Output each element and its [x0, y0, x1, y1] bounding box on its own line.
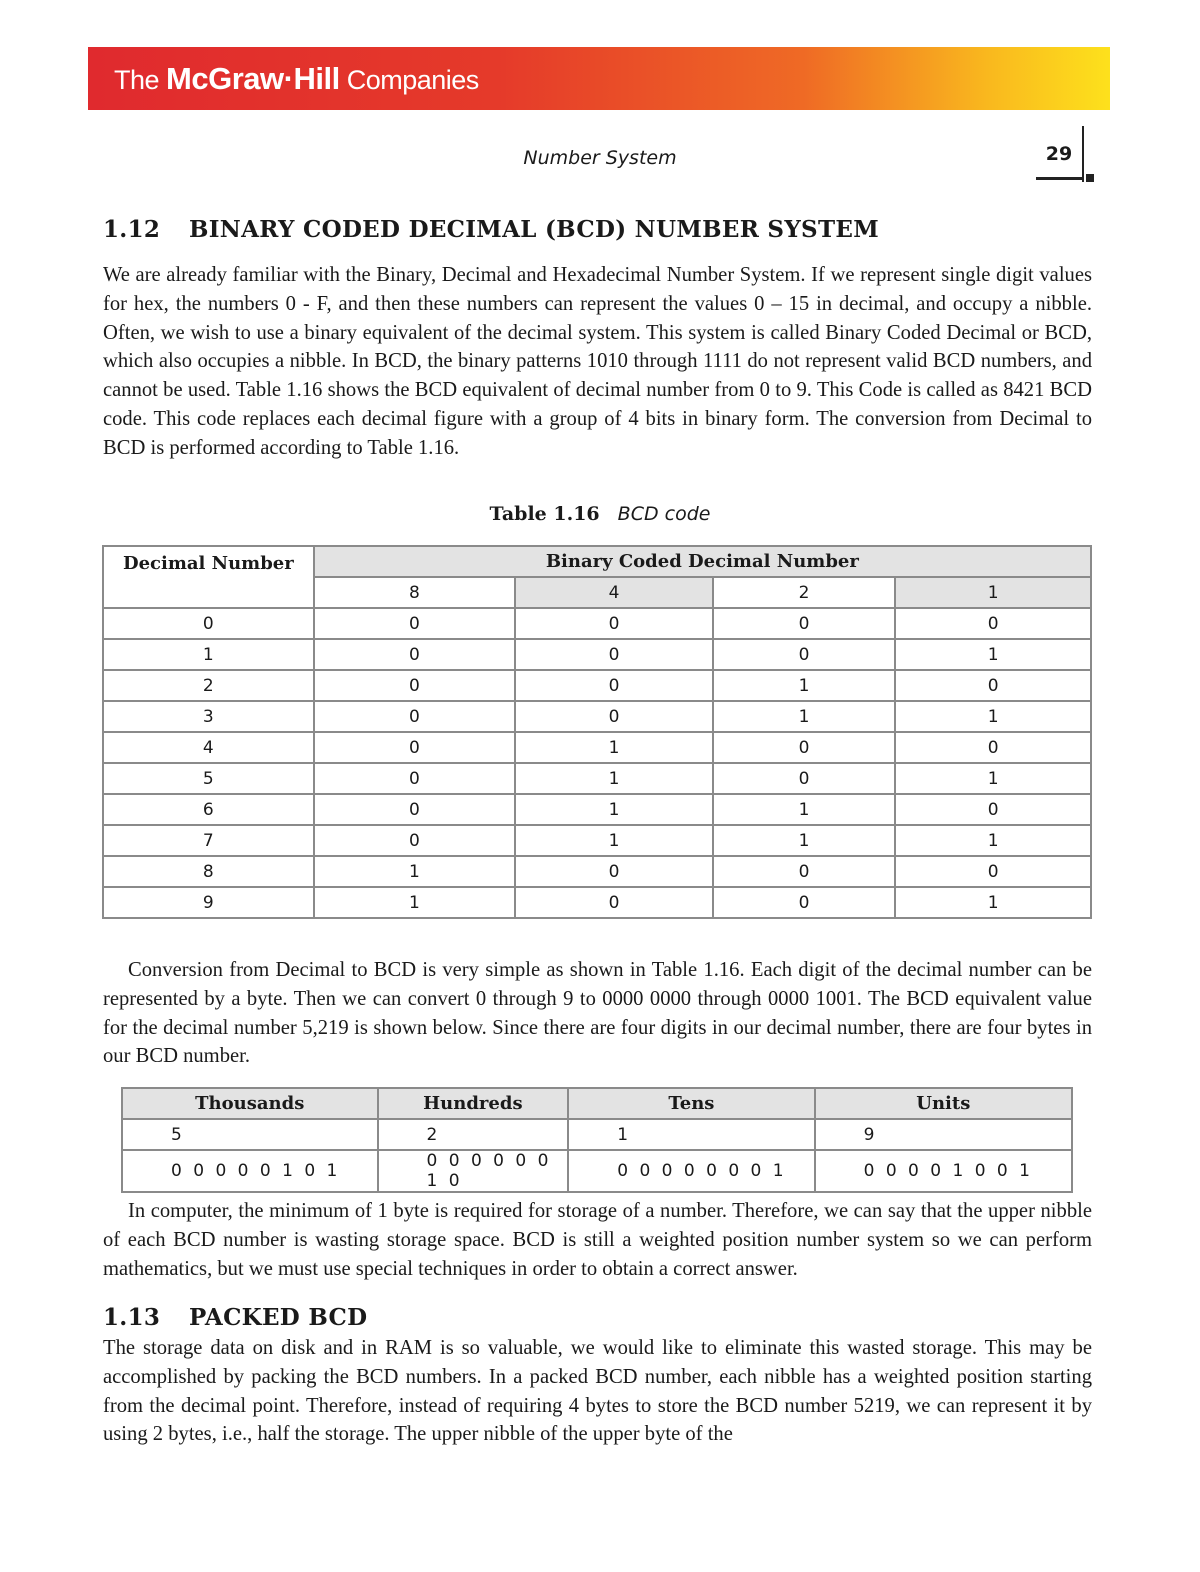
- bcd-bit-cell: 0: [314, 670, 516, 701]
- weight-cell: 8: [314, 577, 516, 608]
- weight-cell: 4: [515, 577, 713, 608]
- publisher-logo: [114, 61, 479, 97]
- table-row: [103, 825, 1091, 856]
- bcd-bit-cell: 1: [515, 732, 713, 763]
- page-number: 29: [1036, 143, 1082, 180]
- logo-prefix: The: [114, 65, 160, 95]
- section-title: PACKED BCD: [189, 1304, 368, 1331]
- example-digit-cell: 9: [815, 1119, 1072, 1150]
- example-byte-cell: 0 0 0 0 0 0 0 1: [568, 1150, 814, 1192]
- example-byte-cell: 0 0 0 0 1 0 0 1: [815, 1150, 1072, 1192]
- table-row: [103, 887, 1091, 918]
- decimal-cell: 8: [103, 856, 314, 887]
- bcd-code-table: [102, 545, 1092, 919]
- intro-paragraph: We are already familiar with the Binary, Decimal and Hexadecimal Number System. If we represent single digit values for hex, the numbers 0 - F, and then these numbers can represent the values 0 – 15 in decimal, and occupy a nibble. Often, we wish to use a binary equivalent of the decimal system. This system is called Binary Coded Decimal or BCD, which also occupies a nibble. In BCD, the binary patterns 1010 through 1111 do not represent valid BCD numbers, and cannot be used. Table 1.16 shows the BCD equivalent of decimal number from 0 to 9. This Code is called as 8421 BCD code. This code replaces each decimal figure with a group of 4 bits in binary form. The conversion from Decimal to BCD is performed according to Table 1.16.: [103, 264, 1092, 459]
- bcd-bit-cell: 1: [713, 701, 896, 732]
- bcd-bit-cell: 1: [314, 887, 516, 918]
- table-caption: [0, 503, 1200, 526]
- example-header-cell: Thousands: [122, 1088, 378, 1119]
- table-row: [103, 670, 1091, 701]
- bcd-bit-cell: 0: [895, 794, 1091, 825]
- weight-cell: 2: [713, 577, 896, 608]
- example-byte-cell: 0 0 0 0 0 1 0 1: [122, 1150, 378, 1192]
- example-header-row: [122, 1088, 1072, 1119]
- running-head: Number System: [523, 147, 677, 169]
- section-heading-1-13: [103, 1304, 367, 1331]
- bcd-bit-cell: 1: [713, 670, 896, 701]
- table-label: Table 1.16: [489, 503, 600, 525]
- bcd-bit-cell: 0: [515, 639, 713, 670]
- decimal-cell: 7: [103, 825, 314, 856]
- bcd-bit-cell: 0: [314, 608, 516, 639]
- table-row: [103, 639, 1091, 670]
- bcd-bit-cell: 0: [314, 639, 516, 670]
- example-digits-row: [122, 1119, 1072, 1150]
- bcd-bit-cell: 1: [895, 763, 1091, 794]
- section-number: 1.13: [103, 1304, 161, 1331]
- bcd-bit-cell: 0: [895, 670, 1091, 701]
- bcd-bit-cell: 0: [314, 763, 516, 794]
- bcd-bit-cell: 1: [314, 856, 516, 887]
- example-digit-cell: 1: [568, 1119, 814, 1150]
- bcd-table-body: [103, 608, 1091, 918]
- bcd-bit-cell: 0: [895, 856, 1091, 887]
- decimal-cell: 2: [103, 670, 314, 701]
- weight-cell: 1: [895, 577, 1091, 608]
- packed-bcd-paragraph: The storage data on disk and in RAM is so valuable, we would like to eliminate this wasted storage. This may be accomplished by packing the BCD numbers. In a packed BCD number, each nibble has a weighted position starting from the decimal point. Therefore, instead of requiring 4 bytes to store the BCD number 5219, we can represent it by using 2 bytes, i.e., half the storage. The upper nibble of the upper byte of the: [103, 1337, 1092, 1446]
- example-byte-cell: 0 0 0 0 0 0 1 0: [378, 1150, 569, 1192]
- table-row: [103, 763, 1091, 794]
- publisher-banner: [88, 47, 1110, 110]
- bcd-bit-cell: 0: [515, 608, 713, 639]
- bcd-bit-cell: 1: [895, 639, 1091, 670]
- bcd-bit-cell: 0: [895, 732, 1091, 763]
- logo-suffix: Companies: [346, 65, 479, 95]
- section-heading-1-12: [103, 216, 879, 243]
- decimal-cell: 4: [103, 732, 314, 763]
- table-row: [103, 856, 1091, 887]
- table-row: [103, 794, 1091, 825]
- bcd-bit-cell: 0: [713, 856, 896, 887]
- col-bcd-header: Binary Coded Decimal Number: [314, 546, 1091, 577]
- bcd-bit-cell: 0: [713, 887, 896, 918]
- section-number: 1.12: [103, 216, 161, 243]
- bcd-bit-cell: 0: [515, 701, 713, 732]
- bcd-bit-cell: 0: [895, 608, 1091, 639]
- example-bytes-row: [122, 1150, 1072, 1192]
- bcd-bit-cell: 1: [895, 887, 1091, 918]
- section-title: BINARY CODED DECIMAL (BCD) NUMBER SYSTEM: [189, 216, 879, 243]
- bcd-example-table: [121, 1087, 1073, 1193]
- decimal-cell: 3: [103, 701, 314, 732]
- bcd-bit-cell: 0: [713, 608, 896, 639]
- bcd-bit-cell: 0: [314, 794, 516, 825]
- decimal-cell: 5: [103, 763, 314, 794]
- bcd-bit-cell: 1: [713, 794, 896, 825]
- table-row: [103, 608, 1091, 639]
- bcd-bit-cell: 1: [895, 701, 1091, 732]
- bcd-bit-cell: 1: [713, 825, 896, 856]
- bcd-bit-cell: 1: [515, 763, 713, 794]
- bcd-bit-cell: 0: [515, 856, 713, 887]
- decimal-cell: 1: [103, 639, 314, 670]
- decimal-cell: 6: [103, 794, 314, 825]
- bcd-bit-cell: 0: [515, 887, 713, 918]
- example-header-cell: Hundreds: [378, 1088, 569, 1119]
- bcd-bit-cell: 1: [895, 825, 1091, 856]
- bcd-bit-cell: 0: [713, 732, 896, 763]
- example-digit-cell: 2: [378, 1119, 569, 1150]
- conversion-paragraph: Conversion from Decimal to BCD is very simple as shown in Table 1.16. Each digit of the decimal number can be represented by a byte. Then we can convert 0 through 9 to 0000 0000 through 0000 1001. The BCD equivalent value for the decimal number 5,219 is shown below. Since there are four digits in our decimal number, there are four bytes in our BCD number.: [103, 959, 1092, 1068]
- decimal-cell: 0: [103, 608, 314, 639]
- bcd-bit-cell: 0: [314, 701, 516, 732]
- bcd-bit-cell: 0: [713, 763, 896, 794]
- table-title: BCD code: [617, 503, 711, 525]
- example-header-cell: Units: [815, 1088, 1072, 1119]
- bcd-bit-cell: 1: [515, 794, 713, 825]
- bcd-bit-cell: 0: [314, 825, 516, 856]
- bcd-bit-cell: 0: [314, 732, 516, 763]
- table-header-row: [103, 546, 1091, 577]
- bcd-bit-cell: 0: [515, 670, 713, 701]
- table-row: [103, 701, 1091, 732]
- logo-brand: McGraw·Hill: [166, 61, 340, 96]
- page-corner-mark: [1082, 126, 1092, 182]
- bcd-bit-cell: 0: [713, 639, 896, 670]
- col-decimal-header: Decimal Number: [103, 546, 314, 608]
- storage-paragraph: In computer, the minimum of 1 byte is required for storage of a number. Therefore, we can say that the upper nibble of each BCD number is wasting storage space. BCD is still a weighted position number system so we can perform mathematics, but we must use special techniques in order to obtain a correct answer.: [103, 1200, 1092, 1280]
- example-header-cell: Tens: [568, 1088, 814, 1119]
- decimal-cell: 9: [103, 887, 314, 918]
- table-row: [103, 732, 1091, 763]
- example-digit-cell: 5: [122, 1119, 378, 1150]
- bcd-bit-cell: 1: [515, 825, 713, 856]
